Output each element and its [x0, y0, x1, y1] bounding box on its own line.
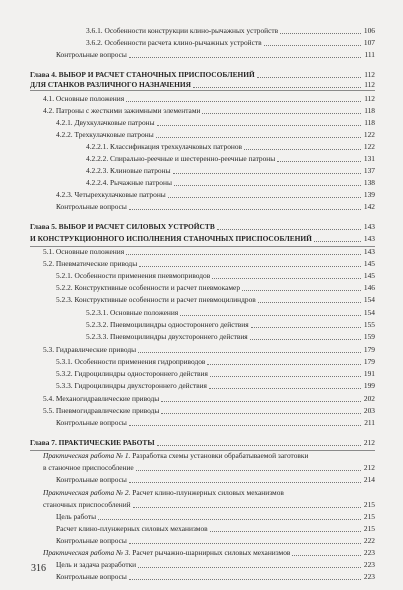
toc-entry	[0, 536, 403, 546]
toc-entry-page: 112	[364, 80, 375, 89]
toc-entry	[0, 80, 403, 90]
chapter-divider	[30, 246, 375, 247]
toc-entry-page: 122	[363, 130, 375, 139]
toc-entry-title: 3.6.1. Особенности конструкции клино-рычажных устройств	[86, 26, 279, 35]
toc-entry-page: 107	[363, 38, 375, 47]
toc-entry	[0, 475, 403, 485]
dot-leader	[168, 197, 361, 198]
toc-entry-page: 215	[363, 500, 375, 509]
toc-entry-title: Расчет клино-плунжерных силовых механизмов	[56, 524, 208, 533]
toc-entry-title: Контрольные вопросы	[56, 475, 127, 484]
toc-entry-page: 154	[363, 295, 375, 304]
dot-leader	[174, 185, 361, 186]
toc-entry	[0, 118, 403, 128]
dot-leader	[207, 364, 361, 365]
toc-entry	[0, 332, 403, 342]
toc-entry-page: 222	[363, 536, 375, 545]
toc-entry	[0, 259, 403, 269]
dot-leader	[217, 229, 361, 230]
toc-entry-page: 145	[363, 271, 375, 280]
toc-entry-title: Глава 7. ПРАКТИЧЕСКИЕ РАБОТЫ	[30, 438, 155, 447]
dot-leader	[280, 33, 361, 34]
dot-leader	[138, 352, 361, 353]
dot-leader	[258, 302, 361, 303]
dot-leader	[136, 470, 361, 471]
toc-entry	[0, 178, 403, 188]
toc-entry-title: Контрольные вопросы	[56, 50, 127, 59]
toc-entry	[0, 320, 403, 330]
dot-leader	[212, 278, 361, 279]
toc-entry-page: 137	[363, 166, 375, 175]
toc-entry-page: 139	[363, 190, 375, 199]
toc-entry-title: 5.4. Механогидравлические приводы	[43, 394, 160, 403]
toc-entry-page: 143	[363, 234, 375, 243]
toc-entry-title: ДЛЯ СТАНКОВ РАЗЛИЧНОГО НАЗНАЧЕНИЯ	[30, 80, 192, 89]
chapter-divider	[30, 90, 375, 91]
toc-entry	[0, 295, 403, 305]
toc-entry	[0, 271, 403, 281]
dot-leader	[138, 567, 361, 568]
toc-entry	[0, 418, 403, 428]
toc-entry	[0, 202, 403, 212]
toc-entry	[0, 70, 403, 80]
dot-leader	[210, 376, 361, 377]
dot-leader	[129, 425, 361, 426]
dot-leader	[193, 87, 361, 88]
toc-entry-page: 154	[363, 308, 375, 317]
toc-entry-title: 4.2.2.2. Спирально-реечные и шестеренно-реечные патроны	[86, 154, 276, 163]
toc-entry	[0, 26, 403, 36]
toc-entry	[0, 524, 403, 534]
toc-entry-title: 4.2.3. Четырехкулачковые патроны	[56, 190, 166, 199]
chapter-divider	[30, 450, 375, 451]
toc-entry	[0, 154, 403, 164]
toc-entry	[0, 381, 403, 391]
dot-leader	[139, 266, 361, 267]
toc-entry-title: Контрольные вопросы	[56, 572, 127, 581]
toc-entry-title: Глава 5. ВЫБОР И РАСЧЕТ СИЛОВЫХ УСТРОЙСТВ	[30, 222, 215, 231]
toc-entry-page: 145	[363, 259, 375, 268]
toc-entry-page: 118	[364, 106, 375, 115]
dot-leader	[277, 161, 361, 162]
toc-entry-page: 131	[363, 154, 375, 163]
toc-entry-title: 5.2.3. Конструктивные особенности и расчет пневмоцилиндров	[56, 295, 256, 304]
toc-entry-title: 5.2.3.1. Основные положения	[86, 308, 179, 317]
dot-leader	[129, 57, 361, 58]
toc-entry-title: 5.5. Пневмогидравлические приводы	[43, 406, 160, 415]
dot-leader	[251, 327, 361, 328]
toc-entry	[0, 548, 403, 558]
toc-entry-page: 111	[364, 50, 375, 59]
dot-leader	[209, 388, 361, 389]
dot-leader	[156, 137, 361, 138]
dot-leader	[202, 113, 361, 114]
toc-entry-page: 211	[364, 418, 375, 427]
toc-entry-title: 4.1. Основные положения	[43, 94, 125, 103]
toc-entry-page: 199	[363, 381, 375, 390]
toc-entry-page: 215	[363, 524, 375, 533]
toc-entry-title: 5.2.1. Особенности применения пневмоприводов	[56, 271, 211, 280]
toc-entry-page: 138	[363, 178, 375, 187]
toc-entry	[0, 406, 403, 416]
toc-entry	[0, 247, 403, 257]
toc-entry-title: 5.1. Основные положения	[43, 247, 125, 256]
toc-entry	[0, 94, 403, 104]
toc-entry-title: 5.3.1. Особенности применения гидроприводов	[56, 357, 206, 366]
toc-entry-page: 159	[363, 332, 375, 341]
toc-entry-title: 5.3.2. Гидроцилиндры одностороннего действия	[56, 369, 208, 378]
dot-leader	[133, 507, 361, 508]
toc-entry-title: 5.2. Пневматические приводы	[43, 259, 138, 268]
dot-leader	[129, 579, 361, 580]
dot-leader	[157, 445, 361, 446]
toc-entry-title: 4.2.1. Двухкулачковые патроны	[56, 118, 155, 127]
toc-entry-title: Практическая работа № 1. Разработка схемы установки обрабатываемой заготовки	[43, 451, 309, 460]
toc-entry	[0, 345, 403, 355]
toc-entry-title: 4.2. Патроны с жесткими зажимными элементами	[43, 106, 201, 115]
toc-entry-page: 223	[363, 560, 375, 569]
toc-entry	[0, 451, 403, 461]
toc-entry-page: 191	[363, 369, 375, 378]
dot-leader	[264, 45, 361, 46]
toc-entry-title: Практическая работа № 3. Расчет рычажно-шарнирных силовых механизмов	[43, 548, 291, 557]
toc-entry	[0, 283, 403, 293]
toc-entry-title: 4.2.2. Трехкулачковые патроны	[56, 130, 154, 139]
toc-entry	[0, 190, 403, 200]
dot-leader	[129, 209, 361, 210]
dot-leader	[161, 413, 361, 414]
toc-entry	[0, 512, 403, 522]
toc-entry-title: 5.2.2. Конструктивные особенности и расчет пневмокамер	[56, 283, 241, 292]
toc-entry-page: 215	[363, 512, 375, 521]
page-number: 316	[31, 563, 46, 574]
toc-entry-page: 143	[363, 222, 375, 231]
dot-leader	[173, 173, 361, 174]
dot-leader	[98, 519, 361, 520]
toc-entry	[0, 38, 403, 48]
toc-entry-page: 212	[363, 463, 375, 472]
toc-entry-title: 5.2.3.2. Пневмоцилиндры одностороннего действия	[86, 320, 249, 329]
toc-entry	[0, 308, 403, 318]
toc-entry	[0, 106, 403, 116]
toc-entry	[0, 500, 403, 510]
dot-leader	[257, 77, 361, 78]
toc-entry-title: 3.6.2. Особенности расчета клино-рычажных устройств	[86, 38, 262, 47]
toc-entry	[0, 572, 403, 582]
toc-entry-page: 143	[363, 247, 375, 256]
dot-leader	[126, 101, 361, 102]
toc-entry-page: 146	[363, 283, 375, 292]
toc-entry	[0, 560, 403, 570]
toc-entry	[0, 50, 403, 60]
dot-leader	[244, 149, 361, 150]
toc-entry	[0, 488, 403, 498]
dot-leader	[250, 339, 361, 340]
toc-entry-page: 212	[363, 438, 375, 447]
toc-entry	[0, 357, 403, 367]
toc-entry-title: Контрольные вопросы	[56, 202, 127, 211]
toc-entry-page: 179	[363, 345, 375, 354]
toc-entry-page: 203	[363, 406, 375, 415]
toc-entry	[0, 234, 403, 244]
toc-entry-title: 4.2.2.4. Рычажные патроны	[86, 178, 172, 187]
toc-entry-page: 179	[363, 357, 375, 366]
toc-entry	[0, 142, 403, 152]
toc-entry-page: 122	[363, 142, 375, 151]
toc-entry-title: 5.3. Гидравлические приводы	[43, 345, 137, 354]
dot-leader	[210, 531, 361, 532]
toc-entry-page: 155	[363, 320, 375, 329]
toc-entry-title: Контрольные вопросы	[56, 536, 127, 545]
toc-entry-title: Глава 4. ВЫБОР И РАСЧЕТ СТАНОЧНЫХ ПРИСПОСОБЛЕНИЙ	[30, 70, 255, 79]
toc-entry-title: Контрольные вопросы	[56, 418, 127, 427]
toc-entry-page: 223	[363, 548, 375, 557]
toc-entry	[0, 166, 403, 176]
dot-leader	[292, 555, 361, 556]
toc-entry-page: 118	[364, 118, 375, 127]
dot-leader	[129, 482, 361, 483]
toc-entry	[0, 369, 403, 379]
toc-entry	[0, 130, 403, 140]
toc-entry-title: станочных приспособлений	[43, 500, 131, 509]
toc-entry-title: 4.2.2.1. Классификация трехкулачковых патронов	[86, 142, 243, 151]
toc-entry-title: в станочное приспособление	[43, 463, 134, 472]
toc-entry	[0, 394, 403, 404]
dot-leader	[157, 125, 361, 126]
toc-entry-page: 106	[363, 26, 375, 35]
toc-entry-page: 223	[363, 572, 375, 581]
toc-entry	[0, 438, 403, 448]
dot-leader	[161, 401, 361, 402]
toc-entry-page: 112	[364, 70, 375, 79]
toc-entry-page: 214	[363, 475, 375, 484]
toc-entry-title: И КОНСТРУКЦИОННОГО ИСПОЛНЕНИЯ СТАНОЧНЫХ ПРИСПОСОБЛЕНИЙ	[30, 234, 312, 243]
toc-entry-title: 4.2.2.3. Клиновые патроны	[86, 166, 171, 175]
toc-entry	[0, 222, 403, 232]
toc-entry-title: 5.3.3. Гидроцилиндры двухстороннего действия	[56, 381, 207, 390]
toc-entry-page: 142	[363, 202, 375, 211]
dot-leader	[314, 241, 361, 242]
toc-entry-page: 112	[364, 94, 375, 103]
dot-leader	[126, 254, 361, 255]
dot-leader	[242, 290, 361, 291]
toc-entry-title: Цель работы	[56, 512, 97, 521]
toc-entry-title: 5.2.3.3. Пневмоцилиндры двухстороннего действия	[86, 332, 248, 341]
toc-entry-page: 202	[363, 394, 375, 403]
dot-leader	[129, 543, 361, 544]
toc-entry	[0, 463, 403, 473]
toc-entry-title: Практическая работа № 2. Расчет клино-плунжерных силовых механизмов	[43, 488, 284, 497]
dot-leader	[180, 315, 361, 316]
toc-entry-title: Цель и задача разработки	[56, 560, 137, 569]
